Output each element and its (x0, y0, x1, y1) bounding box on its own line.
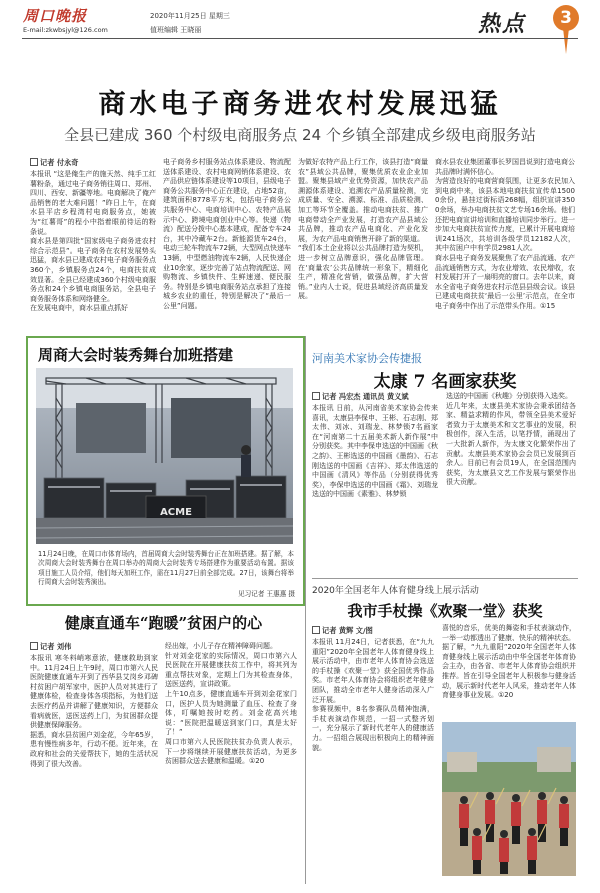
cane-dance-photo (442, 722, 576, 876)
lead-col-1: 本报讯 “这是俺生产的施天然、纯手工红薯粉条，通过电子商务销往周口、郑州、四川、西安、新疆等地。电商解决了俺产品销售的老大难问题！”昨日上午，在商水县平店乡程湾村电商服务点，她被为“红薯哥”的程小中指着眼前待运的粉条说。 商水县是第四批“国家级电子商务进农村综合示范县”。电子商务在农村发展势头迅猛，商水县已建成农村电子商务服务点360个，乡镇服务点24个，电商扶贫成效显著。全县已经建成360个村级电商服务点和24个乡镇电商服务站，全县电子商务服务体系和网络健全。 在发展电商中，商水县重点抓好 (30, 170, 156, 313)
byline-box-icon (30, 158, 38, 166)
byline-box-icon (30, 642, 38, 650)
taiji-kicker: 2020年全国老年人体育健身线上展示活动 (312, 586, 479, 596)
taiji-col-1: 本报讯 11月24日，记者获悉，在“九九重阳”2020年全国老年人体育健身线上展示活动中，由市老年人体育协会选送的手杖操《欢聚一堂》获全国优秀作品奖。市老年人体育协会将组织老年健身团队，推动全市老年人健身活动深入广泛开展。 参赛视频中，8名参赛队员精神饱满，手杖表演动作规范，一招一式整齐划一，充分展示了新时代老年人的健康活力。一招组合展现出积极向上的精神面貌。 (312, 638, 434, 752)
painters-col-1: 本报讯 日前，从河南省美术家协会传来喜讯，太康县李保申、王彬、石志刚、郑太伟、刘冰、刘瑞龙、林梦锁7名画家在“河南第二十五届美术新人新作展”中分别获奖。其中李保申选送的中国画《秋之韵》、王彬选送的中国画《墨韵》、石志刚选送的中国画《吉祥》、郑太伟选送的中国画《清风》等作品（分别获得优秀奖），李保申选送的中国画《霜》、刘瑞龙选送的中国画《素雅》、林梦锁 (312, 404, 438, 499)
love-col-1: 本报讯 寒冬料峭寒意浓，健康救助到家中。11月24日上午9时，周口市第六人民医院健康直通车开到了西华县艾岗乡邓碑村贫困户胡军家中，医护人员对其进行了健康体检，检查身体各项指标，为他们送去医疗药品并讲解了健康知识，方便群众看病就医，送医送药上门，为贫困群众提供健康保障服务。 据悉，商水县贫困户刘金花，今年65岁，患有慢性病多年，行动不便。近年来，在政府和社会的关爱帮扶下，她的生活状况得到了很大改善。 (30, 654, 158, 768)
fashion-caption: 11月24日晚，在周口市体育场内，首届周商大会时装秀舞台正在加班搭建。据了解，本次周商大会时装秀舞台在周口举办的周商大会时装秀专场搭建作为重要活动布置。据该项目施工人员介绍，他们每天加班工作，需在11月27日前全部完成。27日，该舞台将举行周商大会时装秀演出。 (38, 550, 294, 587)
lead-subtitle: 全县已建成 360 个村级电商服务点 24 个乡镇全部建成乡级电商服务站 (64, 126, 536, 144)
fashion-headline: 周商大会时装秀舞台加班搭建 (38, 346, 234, 364)
fashion-credit: 见习记者 王惠惠 摄 (238, 590, 295, 598)
painters-kicker: 河南美术家协会传捷报 (312, 352, 422, 365)
taiji-headline: 我市手杖操《欢聚一堂》获奖 (347, 602, 543, 620)
painters-headline: 太康 7 名画家获奖 (373, 372, 517, 392)
painters-col-2: 选送的中国画《秋趣》分别获得入选奖。 近几年来，太康县美术家协会秉承团结各家、精益求精的作风，带领全县美术爱好者致力于太康美术和文艺事业的发展，积极创作，深入生活，以笔抒情，涌现出了一大批新人新作，为太康文化繁荣作出了贡献。太康县美术家协会会员已发展到百余人。目前已有会员19人，在全国范围内获奖，为太康县文艺工作发展与繁荣作出很大贡献。 (446, 392, 576, 487)
taiji-col-2: 喜悦的音乐，优美的舞姿和手杖表演动作，一举一动都透出了健康、快乐的精神状态。 据了解，“九九重阳”2020年全国老年人体育健身线上展示活动由中华全国老年体育协会主办，由各省、市老年人体育协会组织并推荐。旨在引导全国老年人积极参与健身活动，展示新时代老年人风采，推动老年人体育健身事业发展。①20 (442, 624, 576, 700)
masthead (0, 0, 600, 58)
paper-logo: 周口晚报 (23, 7, 88, 25)
painters-byline: 记者 冯宏杰 通讯员 黄义斌 (312, 392, 409, 402)
masthead-rule (22, 38, 578, 39)
love-byline: 记者 刘伟 (30, 642, 71, 652)
column-divider (305, 336, 306, 884)
lead-headline: 商水电子商务进农村发展迅猛 (98, 89, 502, 120)
love-headline: 健康直通车“跑暖”贫困户的心 (64, 614, 263, 632)
lead-col-3: 为做好农特产品上行工作，该县打造“商量农”县域公共品牌，聚集优质农业企业加盟。聚集县域产业优势资源，加快农产品溯源体系建设、追溯农产品质量检测，完成质量、安全、溯源、标准、品质检测、加工等环节全覆盖。推动电商扶贫、推广电商带动全产业发展，打造农产品县域公共品牌，推动农产品电商化、产业化发展，为农产品电商销售开辟了新的渠道。 “我们本土企业将以公共品牌打造为契机，进一步树立品牌意识，强化品牌管理。在‘商量农’公共品牌统一形象下，精细化生产，精准化营销，做强品牌，扩大营销。”业内人士说，促进县域经济高质量发展。 (298, 158, 428, 301)
love-col-2: 经出嫁，小儿子存在精神障碍问题。 针对刘金花家的实际情况，周口市第六人民医院在开展健康扶贫工作中，将其列为重点帮扶对象，定期上门为其检查身体，送医送药，宣讲政策。 上午10点多，健康直通车开到刘金花家门口，医护人员为她测量了血压、检查了身体，叮嘱她按时吃药。刘金花高兴地说：“医院把温暖送到家门口，真是太好了！” 周口市第六人民医院扶贫办负责人表示，下一步将继续开展健康扶贫活动，为更多贫困群众送去健康和温暖。①20 (165, 642, 297, 766)
byline-box-icon (312, 626, 320, 634)
page-number: 3 (560, 8, 572, 28)
masthead-email: E-mail:zkwbsjyl@126.com (23, 26, 108, 34)
masthead-date: 2020年11月25日 星期三 (150, 12, 230, 20)
lead-col-2: 电子商务乡村服务站点体系建设、物流配送体系建设、农村电商网销体系建设、农产品供应链体系建设等10项目，县级电子商务公共服务中心正在建设，占地52亩，建筑面积8778平方米，包括电子商务公共服务中心、电商培训中心、农特产品展示中心、跨境电商创业中心等。快递（物流）配送分拨中心基本建成，配备专车24台，其中冷藏车2台。新能源货车24台，电动三轮车物流车72辆，大型网点快递车13辆，中型燃油物流车2辆，人民快递企业10余家，逐步完善了站点物流配送、网购物流、乡镇快件、生鲜速递、便民服务。特别是乡镇电商服务站点承担了连接城乡农业的重任，特别是解决了“最后一公里”问题。 (163, 158, 291, 310)
page-number-tail (563, 28, 569, 54)
section-label: 热点 (478, 11, 527, 37)
lead-byline: 记者 付永奇 (30, 158, 78, 168)
taiji-byline: 记者 黄辉 文/图 (312, 626, 373, 636)
fashion-block (26, 336, 305, 606)
taiji-top-rule (312, 578, 578, 579)
lead-col-4: 商水县农业集团董事长罗国昌说到打造电商公共品牌时满怀信心。 为营造良好的电商营商氛围，让更多农民加入到电商中来，该县本地电商扶贫宣传单15000余份，悬挂过街标语268幅，组织宣讲3500余场，举办电商扶贫文艺专场16余场。他们还把电商宣讲培训和直播培训同步举行。进一步加大电商扶贫宣传力度，已累计开展电商培训241场次，共培训各级学员12182人次，其中贫困户中有学员2981人次。 商水县电子商务发展聚焦了农产品流通、农产品流通销售方式，为农业增效、农民增收，农村发展打开了一扇明亮的窗口。去年以来，商水全省电子商务进农村示范县县级会议。该县已建成电商扶贫‘最后一公里’示范点，在全市电子商务中作出了示范带头作用。①15 (435, 158, 575, 310)
stage-scene-illustration (36, 368, 293, 544)
cane-dance-illustration (442, 722, 576, 876)
masthead-editors: 值班编辑 王晓丽 (150, 26, 202, 34)
stage-photo (36, 368, 293, 544)
byline-box-icon (312, 392, 320, 400)
stage-brand-text: ACME (160, 507, 192, 518)
